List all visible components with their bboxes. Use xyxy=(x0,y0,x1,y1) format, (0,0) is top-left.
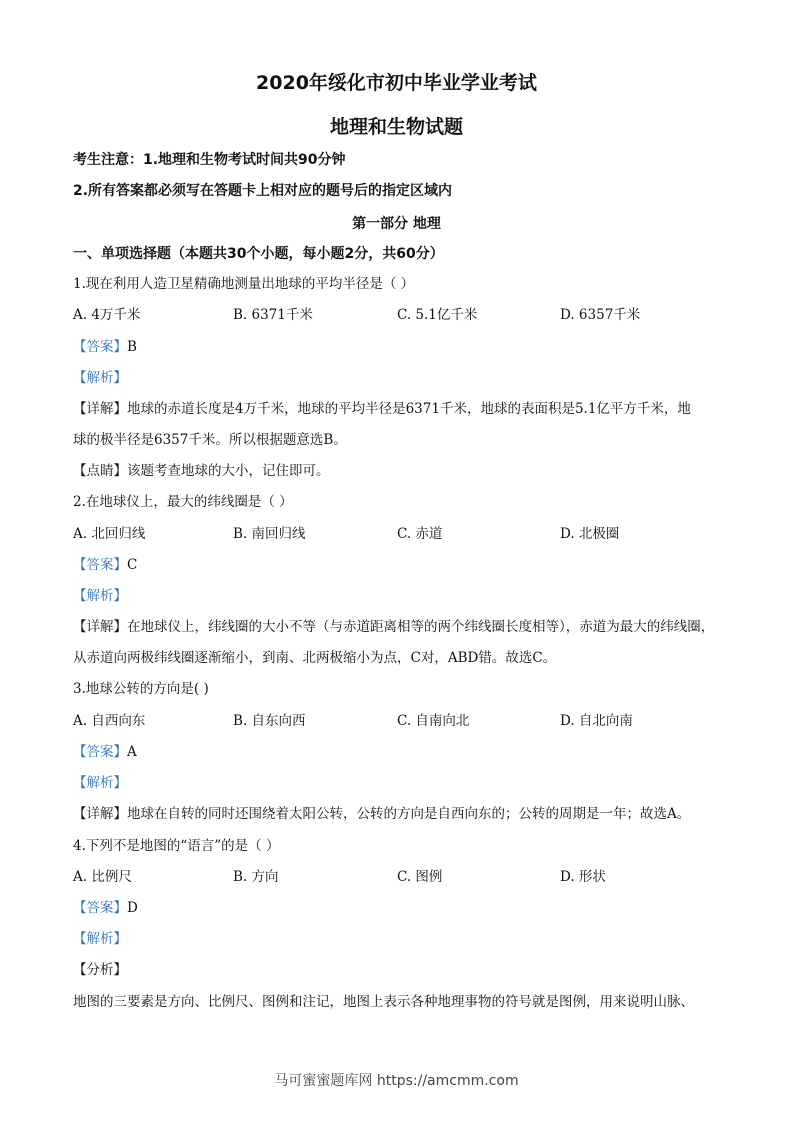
q4-fenxi-label: 【分析】 xyxy=(73,962,127,978)
q4-option-a: A. 比例尺 xyxy=(73,869,132,885)
q2-option-d: D. 北极圈 xyxy=(560,526,620,542)
q3-analysis: 【解析】 xyxy=(73,775,127,791)
q2-option-b: B. 南回归线 xyxy=(233,526,306,542)
q1-option-a: A. 4万千米 xyxy=(73,307,141,323)
q3-answer-value: A xyxy=(127,744,137,760)
q3-option-b: B. 自东向西 xyxy=(233,713,306,729)
analysis-label: 【解析】 xyxy=(73,370,127,386)
q3-detail-1: 【详解】地球在自转的同时还围绕着太阳公转，公转的方向是自西向东的；公转的周期是一年；故选A。 xyxy=(73,806,691,822)
notice-line-2: 2.所有答案都必须写在答题卡上相对应的题号后的指定区域内 xyxy=(73,183,453,199)
q2-detail-2: 从赤道向两极纬线圈逐渐缩小，到南、北两极缩小为点，C对，ABD错。故选C。 xyxy=(73,650,557,666)
q4-option-c: C. 图例 xyxy=(397,869,443,885)
answer-label: 【答案】 xyxy=(73,339,127,355)
q2-analysis: 【解析】 xyxy=(73,588,127,604)
q4-analysis: 【解析】 xyxy=(73,931,127,947)
q1-answer xyxy=(73,337,723,357)
q1-detail-1: 【详解】地球的赤道长度是4万千米，地球的平均半径是6371千米，地球的表面积是5.1亿平方千米，地 xyxy=(73,401,691,417)
q1-option-c: C. 5.1亿千米 xyxy=(397,307,478,323)
q3-option-a: A. 自西向东 xyxy=(73,713,146,729)
page-subtitle: 地理和生物试题 xyxy=(329,116,463,138)
q1-detail-2: 球的极半径是6357千米。所以根据题意选B。 xyxy=(73,432,347,448)
q1-comment: 【点睛】该题考查地球的大小，记住即可。 xyxy=(73,463,330,479)
q1-answer-value: B xyxy=(127,339,137,355)
q2-detail-1: 【详解】在地球仪上，纬线圈的大小不等（与赤道距离相等的两个纬线圈长度相等），赤道为最大的纬线圈， xyxy=(73,619,715,635)
q1-option-b: B. 6371千米 xyxy=(233,307,313,323)
q3-option-d: D. 自北向南 xyxy=(560,713,633,729)
question-1-stem: 1.现在利用人造卫星精确地测量出地球的平均半径是（ ） xyxy=(73,276,415,292)
q1-analysis xyxy=(73,368,723,388)
q3-option-c: C. 自南向北 xyxy=(397,713,470,729)
q3-answer: 【答案】A xyxy=(73,744,137,760)
q2-option-a: A. 北回归线 xyxy=(73,526,146,542)
q2-answer-value: C xyxy=(127,557,138,573)
detail-label: 【详解】 xyxy=(73,401,127,417)
question-4-stem: 4.下列不是地图的“语言”的是（ ） xyxy=(73,838,280,854)
question-3-stem: 3.地球公转的方向是( ) xyxy=(73,681,209,697)
comment-label: 【点睛】 xyxy=(73,463,127,479)
notice-line-1: 考生注意：1.地理和生物考试时间共90分钟 xyxy=(73,152,346,168)
page-title: 2020年绥化市初中毕业学业考试 xyxy=(256,72,537,94)
q2-answer: 【答案】C xyxy=(73,557,138,573)
footer-watermark: 马可蜜蜜题库网 https://amcmm.com xyxy=(274,1073,519,1089)
q4-answer-value: D xyxy=(127,900,138,916)
question-2-stem: 2.在地球仪上，最大的纬线圈是（ ） xyxy=(73,494,293,510)
q1-option-d: D. 6357千米 xyxy=(560,307,641,323)
part-heading: 第一部分 地理 xyxy=(352,216,441,232)
q4-option-d: D. 形状 xyxy=(560,869,606,885)
section-heading: 一、单项选择题（本题共30个小题，每小题2分，共60分） xyxy=(73,246,444,262)
q2-option-c: C. 赤道 xyxy=(397,526,443,542)
q4-fenxi-text: 地图的三要素是方向、比例尺、图例和注记，地图上表示各种地理事物的符号就是图例，用来说明山脉、 xyxy=(73,994,694,1010)
q4-option-b: B. 方向 xyxy=(233,869,279,885)
q4-answer: 【答案】D xyxy=(73,900,138,916)
